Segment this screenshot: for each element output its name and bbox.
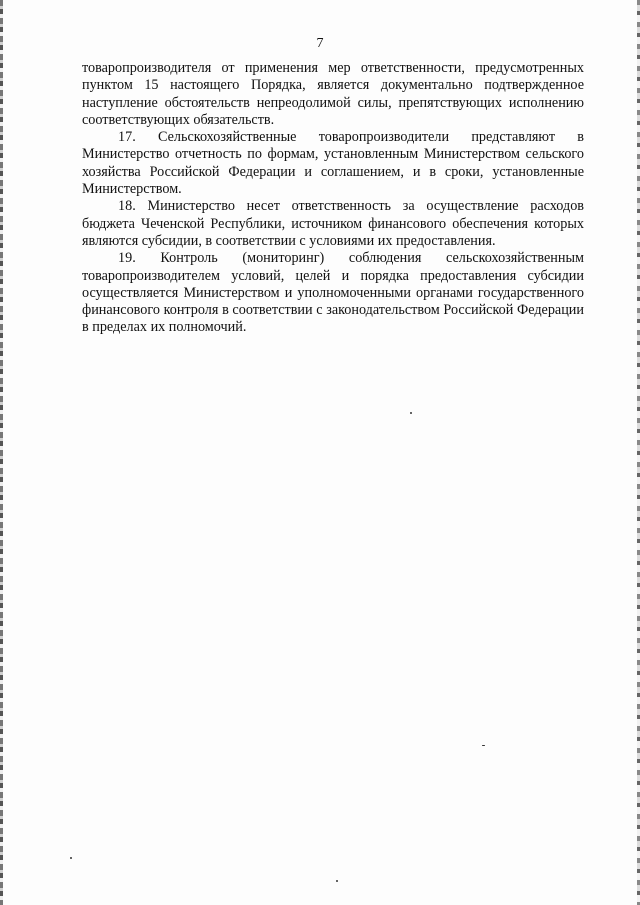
scan-speck <box>336 880 338 882</box>
paragraph-18: 18. Министерство несет ответственность за осуществление расходов бюджета Чеченской Республики, источником финансового обеспечения которых являются субсидии, в соответствии с условиями их предоставления. <box>82 198 584 249</box>
document-body <box>82 60 584 337</box>
paragraph-19: 19. Контроль (мониторинг) соблюдения сельскохозяйственным товаропроизводителем условий, целей и порядка предоставления субсидии осуществляется Министерством и уполномоченными органами государственного финансового контроля в соответствии с законодательством Российской Федерации в пределах их полномочий. <box>82 250 584 336</box>
page-number: 7 <box>316 36 324 51</box>
scan-speck <box>482 745 485 746</box>
scan-edge-left <box>0 0 3 905</box>
scan-speck <box>410 412 412 414</box>
scan-speck <box>70 857 72 859</box>
paragraph-17: 17. Сельскохозяйственные товаропроизводители представляют в Министерство отчетность по формам, установленным Министерством сельского хозяйства Российской Федерации и соглашением, и в сроки, установленные Министерством. <box>82 129 584 198</box>
paragraph-continuation: товаропроизводителя от применения мер ответственности, предусмотренных пунктом 15 настоящего Порядка, является документально подтвержденное наступление обстоятельств непреодолимой силы, препятствующих исполнению соответствующих обязательств. <box>82 60 584 128</box>
